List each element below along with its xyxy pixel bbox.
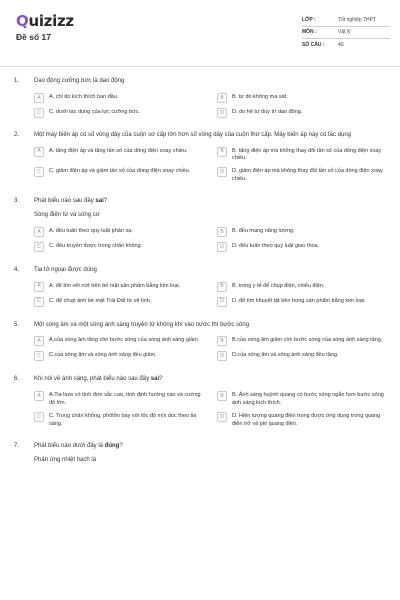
option-text: B. đều mang năng lượng. bbox=[232, 227, 295, 234]
answer-option[interactable] bbox=[34, 391, 203, 407]
answer-option[interactable] bbox=[34, 167, 203, 183]
answer-option[interactable] bbox=[217, 351, 386, 361]
question-text bbox=[34, 376, 386, 384]
answer-options bbox=[34, 227, 386, 252]
meta-value: Vật lý bbox=[338, 29, 351, 36]
question-text-part: Một máy biến áp có số vòng dây của cuộn sơ cấp lớn hơn số vòng dây của cuộn thứ cấp. Máy biến áp này có tác dụng bbox=[34, 131, 352, 138]
question-text bbox=[34, 267, 386, 275]
option-text: D. để tìm khuyết tật bên trong sản phẩm bằng kim loại. bbox=[232, 297, 366, 304]
meta-value: 40 bbox=[338, 41, 344, 48]
question-number: 2. bbox=[14, 131, 20, 138]
question-header bbox=[14, 198, 386, 206]
question-header bbox=[14, 267, 386, 275]
question-text-part: ? bbox=[159, 376, 163, 383]
question-text-part: Phát biểu nào dưới đây là bbox=[34, 442, 105, 449]
option-letter-box: C bbox=[34, 167, 44, 177]
answer-option[interactable] bbox=[34, 351, 203, 361]
question-header bbox=[14, 78, 386, 86]
option-letter-box: B bbox=[217, 391, 227, 401]
option-letter-box: A bbox=[34, 227, 44, 237]
answer-options bbox=[34, 147, 386, 184]
question-text-part: Phát biểu nào sau đây bbox=[34, 198, 96, 205]
question-text-part: Dao động cưỡng bức là dao động bbox=[34, 78, 125, 84]
option-text: C. đều truyền được trong chân không. bbox=[49, 242, 143, 249]
answer-option[interactable] bbox=[34, 147, 203, 163]
answer-options bbox=[34, 93, 386, 118]
meta-row-count bbox=[302, 39, 390, 51]
question-list bbox=[0, 78, 400, 465]
option-letter-box: D bbox=[217, 297, 227, 307]
option-letter-box: B bbox=[217, 227, 227, 237]
logo-text: uizizz bbox=[28, 12, 74, 30]
option-letter-box: C bbox=[34, 412, 44, 422]
option-text: B. tự do không ma sát. bbox=[232, 93, 288, 100]
option-letter-box: D bbox=[217, 167, 227, 177]
meta-row-subject bbox=[302, 27, 390, 39]
answer-option[interactable] bbox=[34, 336, 203, 346]
meta-label: SỐ CÂU : bbox=[302, 41, 325, 48]
worksheet-header bbox=[0, 0, 400, 66]
option-text: C. dưới tác dụng của lực cưỡng bức. bbox=[49, 108, 141, 115]
question-number: 7. bbox=[14, 442, 20, 449]
question-header bbox=[14, 322, 386, 330]
question-item bbox=[0, 376, 400, 427]
option-text: A. chỉ do kích thích ban đầu. bbox=[49, 93, 119, 100]
option-letter-box: A bbox=[34, 147, 44, 157]
question-text-part: Một sóng âm và một sóng ánh sáng truyền từ không khí vào nước thì bước sóng bbox=[34, 321, 250, 328]
answer-option[interactable] bbox=[217, 227, 386, 237]
answer-option[interactable] bbox=[217, 336, 386, 346]
answer-option[interactable] bbox=[34, 412, 203, 428]
meta-row-grade bbox=[302, 15, 390, 27]
option-letter-box: A bbox=[34, 336, 44, 346]
option-letter-box: B bbox=[217, 282, 227, 292]
option-text: C. Trong chân không, phôtôn bay với tốc độ m/s dọc theo tia sáng. bbox=[49, 413, 197, 427]
option-letter-box: A bbox=[34, 282, 44, 292]
answer-option[interactable] bbox=[217, 93, 386, 103]
header-divider bbox=[0, 66, 400, 67]
option-text: B.của sóng âm giảm còn bước sóng của sóng ánh sáng tăng. bbox=[232, 337, 383, 344]
option-text: C.của sóng âm và sóng ánh sáng đều giảm. bbox=[49, 352, 157, 359]
question-text bbox=[34, 198, 386, 206]
question-text bbox=[34, 78, 386, 86]
option-letter-box: C bbox=[34, 351, 44, 361]
question-text-part: Tia tử ngoại được dùng bbox=[34, 266, 97, 273]
option-letter-box: D bbox=[217, 351, 227, 361]
option-text: A. để tìm vết nứt trên bề mặt sản phẩm bằng kim loại. bbox=[49, 282, 181, 289]
meta-value: Tốt nghiệp THPT bbox=[338, 17, 376, 24]
answer-option[interactable] bbox=[34, 108, 203, 118]
option-text: B. tăng điện áp mà không thay đổi tần số của dòng điện xoay chiều. bbox=[232, 147, 382, 162]
option-letter-box: C bbox=[34, 242, 44, 252]
question-number: 6. bbox=[14, 376, 20, 383]
option-text: A. đều tuân theo quy luật phản xạ. bbox=[49, 227, 133, 234]
question-item bbox=[0, 198, 400, 252]
question-number: 1. bbox=[14, 78, 20, 84]
question-text-emphasis: sai bbox=[95, 198, 104, 205]
question-number: 3. bbox=[14, 198, 20, 205]
question-item bbox=[0, 78, 400, 118]
exam-title: Đề số 17 bbox=[16, 32, 51, 42]
question-item bbox=[0, 322, 400, 362]
answer-option[interactable] bbox=[34, 227, 203, 237]
option-text: D.của sóng âm và sóng ánh sáng đều tăng. bbox=[232, 352, 339, 359]
question-item bbox=[0, 443, 400, 465]
option-text: C. để chụp ảnh bề mặt Trái Đất từ vệ tinh. bbox=[49, 297, 152, 304]
question-header bbox=[14, 443, 386, 451]
answer-option[interactable] bbox=[217, 282, 386, 292]
logo-initial: Q bbox=[16, 12, 29, 30]
answer-options bbox=[34, 282, 386, 307]
question-text-part: ? bbox=[103, 198, 108, 205]
answer-option[interactable] bbox=[34, 242, 203, 252]
quizizz-logo bbox=[16, 12, 74, 32]
meta-label: MÔN : bbox=[302, 29, 317, 36]
option-text: B. Ánh sáng huỳnh quang có bước sóng ngắn hơn bước sóng ánh sáng kích thích. bbox=[232, 392, 384, 406]
option-text: D. do hệ tự duy trì dao động. bbox=[232, 108, 303, 115]
question-item bbox=[0, 132, 400, 183]
question-number: 5. bbox=[14, 321, 20, 328]
option-text: D. giảm điện áp mà không thay đổi tần số của dòng điện xoay chiều. bbox=[232, 168, 383, 182]
option-letter-box: A bbox=[34, 93, 44, 103]
question-header bbox=[14, 132, 386, 140]
answer-option[interactable] bbox=[217, 167, 386, 183]
option-text: B. trong y tế để chụp điện, chiếu điện. bbox=[232, 282, 325, 289]
question-item bbox=[0, 267, 400, 307]
option-letter-box: D bbox=[217, 242, 227, 252]
meta-label: LỚP : bbox=[302, 17, 316, 24]
answer-option[interactable] bbox=[217, 412, 386, 428]
answer-option[interactable] bbox=[34, 282, 203, 292]
question-text-part: ? bbox=[119, 442, 123, 449]
answer-option[interactable] bbox=[217, 242, 386, 252]
answer-options bbox=[34, 336, 386, 361]
answer-option[interactable] bbox=[34, 93, 203, 103]
question-header bbox=[14, 376, 386, 384]
question-text-emphasis: đúng bbox=[104, 442, 120, 449]
option-text: A.của sóng âm tăng còn bước sóng của sóng ánh sáng giảm. bbox=[49, 337, 200, 344]
question-text bbox=[34, 322, 386, 330]
answer-option[interactable] bbox=[34, 297, 203, 307]
option-letter-box: B bbox=[217, 336, 227, 346]
question-number: 4. bbox=[14, 266, 20, 273]
question-text bbox=[34, 443, 386, 451]
question-text-emphasis: sai bbox=[150, 376, 160, 383]
option-letter-box: D bbox=[217, 108, 227, 118]
option-letter-box: B bbox=[217, 93, 227, 103]
question-subtext: Phản ứng nhiệt hạch là bbox=[34, 456, 97, 463]
option-letter-box: A bbox=[34, 391, 44, 401]
question-text bbox=[34, 132, 386, 140]
option-text: A.Tia laze có tính đơn sắc cao, tính định hướng cao và cường độ lớn. bbox=[49, 392, 201, 406]
answer-options bbox=[34, 391, 386, 428]
answer-option[interactable] bbox=[217, 147, 386, 163]
option-letter-box: D bbox=[217, 412, 227, 422]
option-letter-box: C bbox=[34, 108, 44, 118]
exam-meta bbox=[302, 15, 390, 51]
option-text: C. giảm điện áp và giảm tần số của dòng điện xoay chiều. bbox=[49, 168, 191, 175]
answer-option[interactable] bbox=[217, 297, 386, 307]
option-letter-box: C bbox=[34, 297, 44, 307]
answer-option[interactable] bbox=[217, 391, 386, 407]
option-text: D. Hiện tượng quang điện trong được ứng dụng trong quang điện trở và pin quang điện. bbox=[232, 413, 381, 427]
question-text-part: Khi nói về ánh sáng, phát biểu nào sau đây bbox=[34, 376, 151, 383]
option-letter-box: B bbox=[217, 147, 227, 157]
option-text: A. tăng điện áp và tăng tần số của dòng điện xoay chiều. bbox=[49, 147, 188, 154]
answer-option[interactable] bbox=[217, 108, 386, 118]
option-text: D. đều tuân theo quy luật giao thoa. bbox=[232, 242, 320, 249]
question-subtext: Sóng điện từ và sóng cơ bbox=[34, 212, 100, 219]
